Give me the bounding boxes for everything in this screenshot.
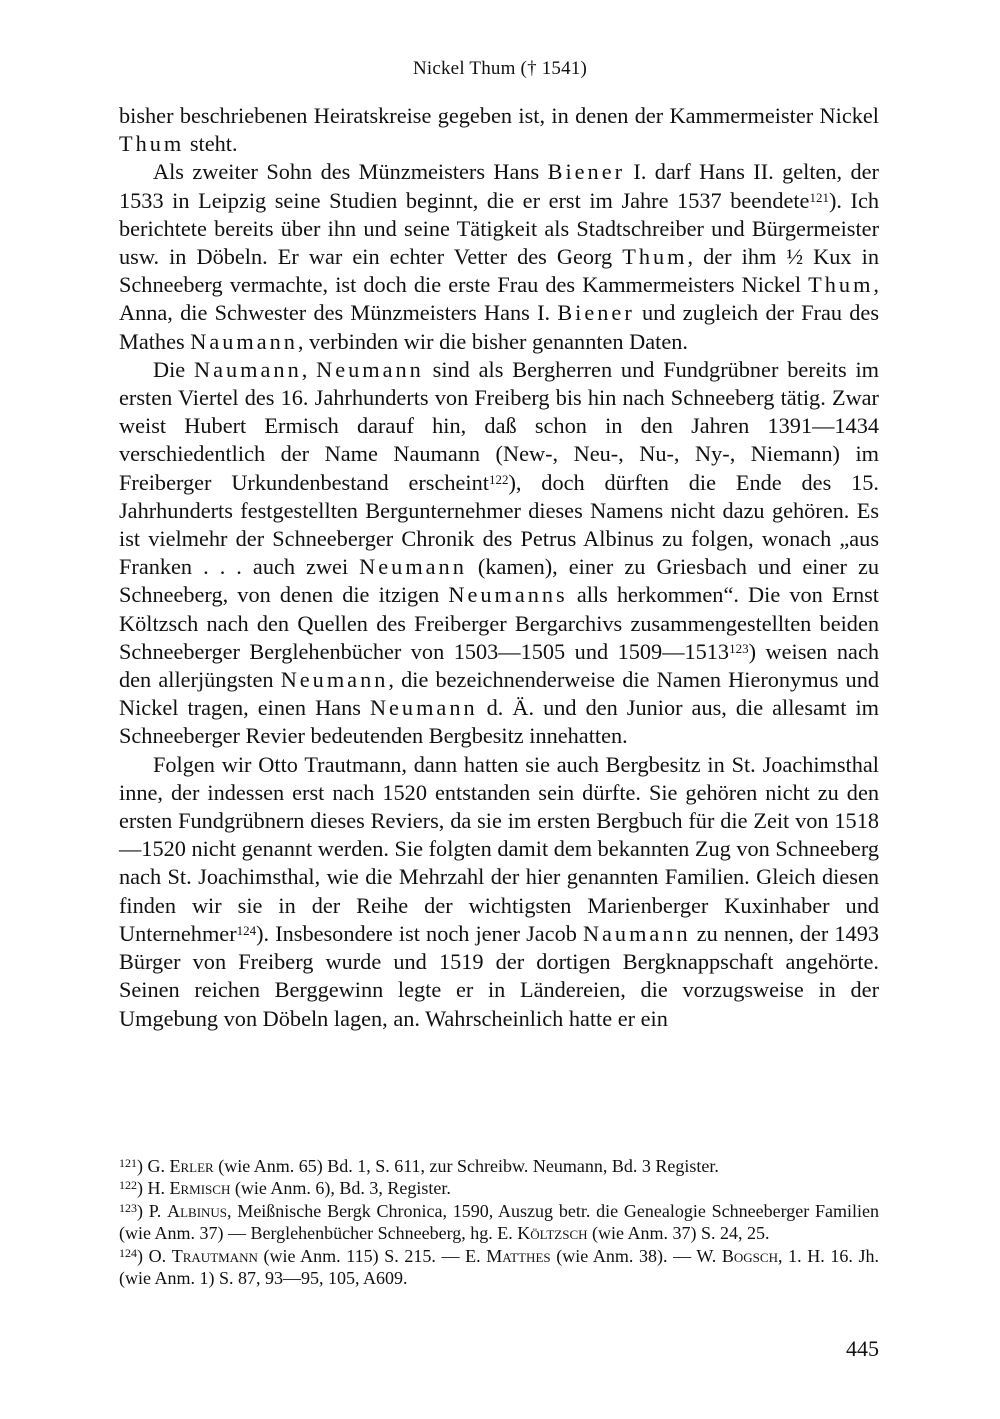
paragraph (119, 751, 879, 1033)
author-name: Erler (169, 1156, 214, 1176)
text-run: ) P. (137, 1200, 168, 1221)
spaced-name: Neumann (369, 695, 478, 721)
text-run: ) G. (137, 1156, 170, 1176)
spaced-name: Naumann (190, 328, 298, 354)
text-run: alls herkommen“. Die von Ernst Költzsch nach den Quellen des Freiberger Bergarchivs zusammengestellten beiden Schneeberger Berglehenbücher von 1503—1505 und 1509—1513 (119, 582, 879, 664)
text-run: (wie Anm. 38). — W. (550, 1245, 722, 1266)
spaced-name: Neumann (280, 667, 389, 693)
footnote (119, 1245, 879, 1290)
text-run: ) H. (137, 1178, 170, 1199)
text-run: (wie Anm. 115) S. 215. — E. (257, 1245, 487, 1266)
spaced-name: Biener (557, 300, 635, 326)
text-run: , der ihm ½ Kux in Schneeberg vermachte, ist doch die erste Frau des Kammermeisters Nickel (119, 244, 879, 298)
page-number: 445 (846, 1336, 879, 1361)
footnote-number: 124 (119, 1245, 137, 1260)
text-run: Als zweiter Sohn des Münzmeisters Hans (153, 159, 548, 185)
text-run: steht. (184, 131, 238, 157)
footnote (119, 1155, 879, 1177)
spaced-name: Biener (547, 159, 626, 185)
author-name: Trautmann (171, 1245, 258, 1266)
text-run: ), doch dürften die Ende des 15. Jahrhunderts festgestellten Bergunternehmer dieses Namens nicht dazu gehören. Es ist vielmehr der Schneeberger Chronik des Petrus Albinus zu folgen, wonach „aus Franken . . . auch zwei (119, 469, 879, 580)
footnote-number: 123 (119, 1200, 137, 1215)
spaced-name: Neumann (316, 356, 424, 382)
spaced-name: Thum (622, 244, 688, 270)
text-run: (wie Anm. 65) Bd. 1, S. 611, zur Schreibw. Neumann, Bd. 3 Register. (213, 1156, 719, 1176)
spaced-name: Neumanns (448, 582, 568, 608)
footnote-reference: 121 (809, 189, 829, 205)
spaced-name: Neumann (359, 554, 467, 580)
text-run: (kamen), einer zu Griesbach und einer zu Schneeberg, von denen die itzigen (119, 554, 879, 608)
text-run: , 1. H. 16. Jh. (wie Anm. 1) S. 87, 93—95, 105, A609. (119, 1245, 879, 1289)
running-head: Nickel Thum († 1541) (412, 58, 588, 79)
spaced-name: Naumann (582, 920, 691, 946)
footnote (119, 1200, 879, 1245)
text-run: (wie Anm. 37) S. 24, 25. (587, 1223, 770, 1244)
text-run: , verbinden wir die bisher genannten Daten. (297, 328, 688, 354)
footnote-number: 122 (119, 1178, 137, 1193)
text-run: ). Insbesondere ist noch jener Jacob (256, 920, 583, 946)
spaced-name: Naumann (194, 356, 302, 382)
text-run: , die bezeichnenderweise die Namen Hieronymus und Nickel tragen, einen Hans (119, 667, 879, 721)
author-name: Bogsch (721, 1245, 778, 1266)
text-run: ) O. (137, 1245, 172, 1266)
text-run: ) weisen nach den allerjüngsten (119, 638, 879, 693)
text-run: Die (153, 356, 195, 382)
author-name: Költzsch (517, 1223, 588, 1244)
text-run: ). Ich berichtete bereits über ihn und seine Tätigkeit als Stadtschreiber und Bürgermeister usw. in Döbeln. Er war ein echter Vetter des Georg (119, 187, 879, 270)
footnote (119, 1177, 879, 1199)
text-run: sind als Bergherren und Fundgrübner bereits im ersten Viertel des 16. Jahrhunderts von Freiberg bis hin nach Schneeberg tätig. Zwar weist Hubert Ermisch darauf hin, daß schon in den Jahren 1391—1434 verschiedentlich der Name Naumann (New-, Neu-, Nu-, Ny-, Niemann) im Freiberger Urkundenbestand erscheint (119, 356, 879, 495)
text-run: Folgen wir Otto Trautmann, dann hatten sie auch Bergbesitz in St. Joachimsthal inne, der indessen erst nach 1520 entstanden sein dürfte. Sie gehören nicht zu den ersten Fundgrübnern dieses Reviers, da sie im ersten Bergbuch für die Zeit von 1518—1520 nicht genannt werden. Sie folgten damit dem bekannten Zug von Schneeberg nach St. Joachimsthal, wie die Mehrzahl der hier genannten Familien. Gleich diesen finden wir sie in der Reihe der wichtigsten Marienberger Kuxinhaber und Unternehmer (119, 751, 879, 946)
paragraph (119, 102, 879, 158)
footnote-reference: 124 (236, 922, 257, 938)
text-run: bisher beschriebenen Heiratskreise gegeben ist, in denen der Kammermeister Nickel (119, 103, 879, 128)
text-run: und zugleich der Frau des Mathes (119, 300, 879, 354)
author-name: Albinus (167, 1200, 228, 1221)
body-text (119, 102, 879, 1033)
text-run: (wie Anm. 6), Bd. 3, Register. (230, 1178, 451, 1199)
author-name: Ermisch (169, 1178, 231, 1199)
footnote-number: 121 (119, 1156, 137, 1170)
text-run: , (301, 356, 317, 382)
footnote-reference: 123 (729, 640, 749, 656)
text-run: , Meißnische Bergk Chronica, 1590, Auszug betr. die Genealogie Schneeberger Familien (wie Anm. 37) — Berglehenbücher Schneeberg, hg. E. (119, 1200, 879, 1244)
author-name: Matthes (486, 1245, 551, 1266)
spaced-name: Thum (119, 131, 185, 157)
spaced-name: Thum (808, 272, 874, 298)
text-run: , Anna, die Schwester des Münzmeisters Hans I. (119, 272, 879, 326)
footnotes (119, 1155, 879, 1289)
text-run: I. darf Hans II. gelten, der 1533 in Leipzig seine Studien beginnt, die er erst im Jahre 1537 beendete (119, 159, 879, 213)
paragraph (119, 356, 879, 751)
text-run: d. Ä. und den Junior aus, die allesamt im Schneeberger Revier bedeutenden Bergbesitz innehatten. (119, 695, 879, 749)
footnote-reference: 122 (488, 471, 509, 487)
text-run: zu nennen, der 1493 Bürger von Freiberg wurde und 1519 der dortigen Bergknappschaft angehörte. Seinen reichen Berggewinn legte er in Ländereien, die vorzugsweise in der Umgebung von Döbeln lagen, an. Wahrscheinlich hatte er ein (119, 920, 879, 1031)
paragraph (119, 158, 879, 355)
